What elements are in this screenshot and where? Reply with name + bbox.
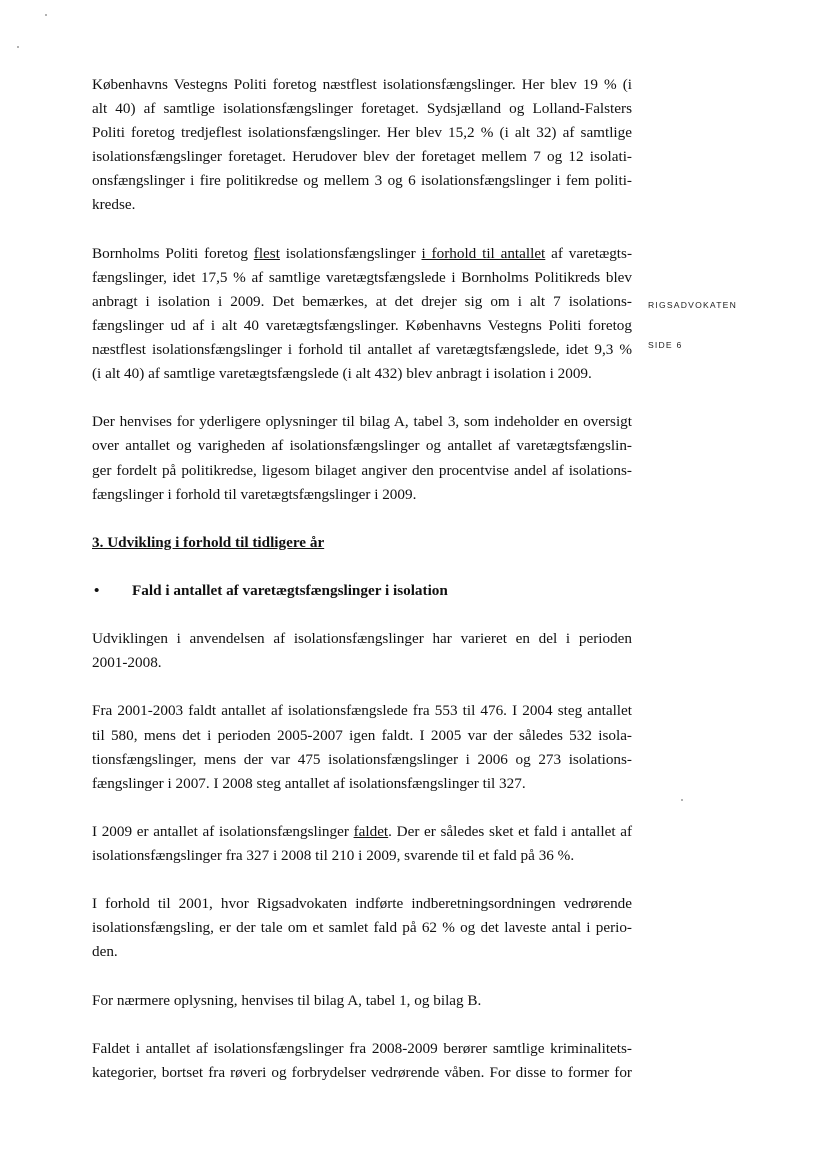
text-line: 2001-2008. <box>92 654 162 672</box>
text-line: tionsfængslinger, mens der var 475 isolationsfængslinger i 2006 og 273 isolations- <box>92 750 632 768</box>
paragraph <box>92 242 632 387</box>
text-run: isolationsfængslinger <box>279 244 422 262</box>
text-line: til 580, mens det i perioden 2005-2007 igen faldt. I 2005 var der således 532 isola- <box>92 726 632 744</box>
scan-speck <box>17 46 19 48</box>
text-line: over antallet og varigheden af isolationsfængslinger og antallet af varetægtsfængslin- <box>92 437 632 455</box>
text-line <box>92 820 632 844</box>
text-line: fængslinger i 2007. I 2008 steg antallet af isolationsfængslinger til 327. <box>92 774 526 792</box>
underlined-text: faldet <box>353 822 389 840</box>
bullet-heading <box>92 579 632 603</box>
paragraph <box>92 73 632 218</box>
text-line: kategorier, bortset fra røveri og forbrydelser vedrørende våben. For disse to former for <box>92 1063 632 1081</box>
text-line: isolationsfængslinger foretaget. Herudover blev der foretaget mellem 7 og 12 isolati- <box>92 148 632 166</box>
paragraph <box>92 410 632 506</box>
text-line: For nærmere oplysning, henvises til bilag A, tabel 1, og bilag B. <box>92 991 482 1009</box>
paragraph <box>92 627 632 675</box>
text-line: Politi foretog tredjeflest isolationsfængslinger. Her blev 15,2 % (i alt 32) af samtlige <box>92 124 632 142</box>
sidebar-org-name: RIGSADVOKATEN <box>648 300 737 310</box>
text-line <box>92 242 632 266</box>
scan-speck <box>681 799 683 801</box>
bullet-icon: • <box>94 581 100 599</box>
sidebar-page-number: SIDE 6 <box>648 340 683 350</box>
text-line: fængslinger, idet 17,5 % af samtlige varetægtsfængslede i Bornholms Politikreds blev <box>92 268 632 286</box>
text-run: . Der er således sket et fald i antallet af <box>388 822 633 840</box>
paragraph <box>92 892 632 964</box>
paragraph <box>92 989 632 1013</box>
underlined-text: i forhold til antallet <box>421 244 546 262</box>
underlined-text: flest <box>253 244 280 262</box>
paragraph <box>92 820 632 868</box>
text-line: (i alt 40) af samtlige varetægtsfængslede (i alt 432) blev anbragt i isolation i 2009. <box>92 365 592 383</box>
text-line: kredse. <box>92 196 136 214</box>
text-line: ger fordelt på politikredse, ligesom bilaget angiver den procentvise andel af isolations- <box>92 461 632 479</box>
text-line: onsfængslinger i fire politikredse og mellem 3 og 6 isolationsfængslinger i fem politi- <box>92 172 632 190</box>
text-line: Faldet i antallet af isolationsfængslinger fra 2008-2009 berører samtlige kriminalitets- <box>92 1039 632 1057</box>
text-line: I forhold til 2001, hvor Rigsadvokaten indførte indberetningsordningen vedrørende <box>92 895 632 913</box>
text-line: næstflest isolationsfængslinger i forhold til antallet af varetægtsfængslede, idet 9,3 % <box>92 341 632 359</box>
text-line: fængslinger i forhold til varetægtsfængslinger i 2009. <box>92 485 417 503</box>
text-run: I 2009 er antallet af isolationsfængslinger <box>92 822 354 840</box>
document-body <box>92 73 632 1085</box>
text-line: fængslinger ud af i alt 40 varetægtsfængslinger. Københavns Vestegns Politi foretog <box>92 316 632 334</box>
text-line: anbragt i isolation i 2009. Det bemærkes, at det drejer sig om i alt 7 isolations- <box>92 292 632 310</box>
text-run: af varetægts- <box>545 244 632 262</box>
text-line: alt 40) af samtlige isolationsfængslinger foretaget. Sydsjælland og Lolland-Falsters <box>92 100 632 118</box>
paragraph <box>92 1037 632 1085</box>
paragraph <box>92 699 632 795</box>
section-heading: 3. Udvikling i forhold til tidligere år <box>92 533 325 551</box>
text-run: Bornholms Politi foretog <box>92 244 254 262</box>
text-line: isolationsfængslinger fra 327 i 2008 til 210 i 2009, svarende til et fald på 36 %. <box>92 847 575 864</box>
bullet-heading-text: Fald i antallet af varetægtsfængslinger i isolation <box>132 581 448 599</box>
text-line: den. <box>92 943 118 961</box>
text-line: Der henvises for yderligere oplysninger til bilag A, tabel 3, som indeholder en oversigt <box>92 413 632 431</box>
text-line: Udviklingen i anvendelsen af isolationsfængslinger har varieret en del i perioden <box>92 630 632 648</box>
text-line: Fra 2001-2003 faldt antallet af isolationsfængslede fra 553 til 476. I 2004 steg antallet <box>92 702 632 720</box>
scan-speck <box>45 14 47 16</box>
text-line: isolationsfængsling, er der tale om et samlet fald på 62 % og det laveste antal i perio- <box>92 919 632 937</box>
text-line: Københavns Vestegns Politi foretog næstflest isolationsfængslinger. Her blev 19 % (i <box>92 76 632 93</box>
